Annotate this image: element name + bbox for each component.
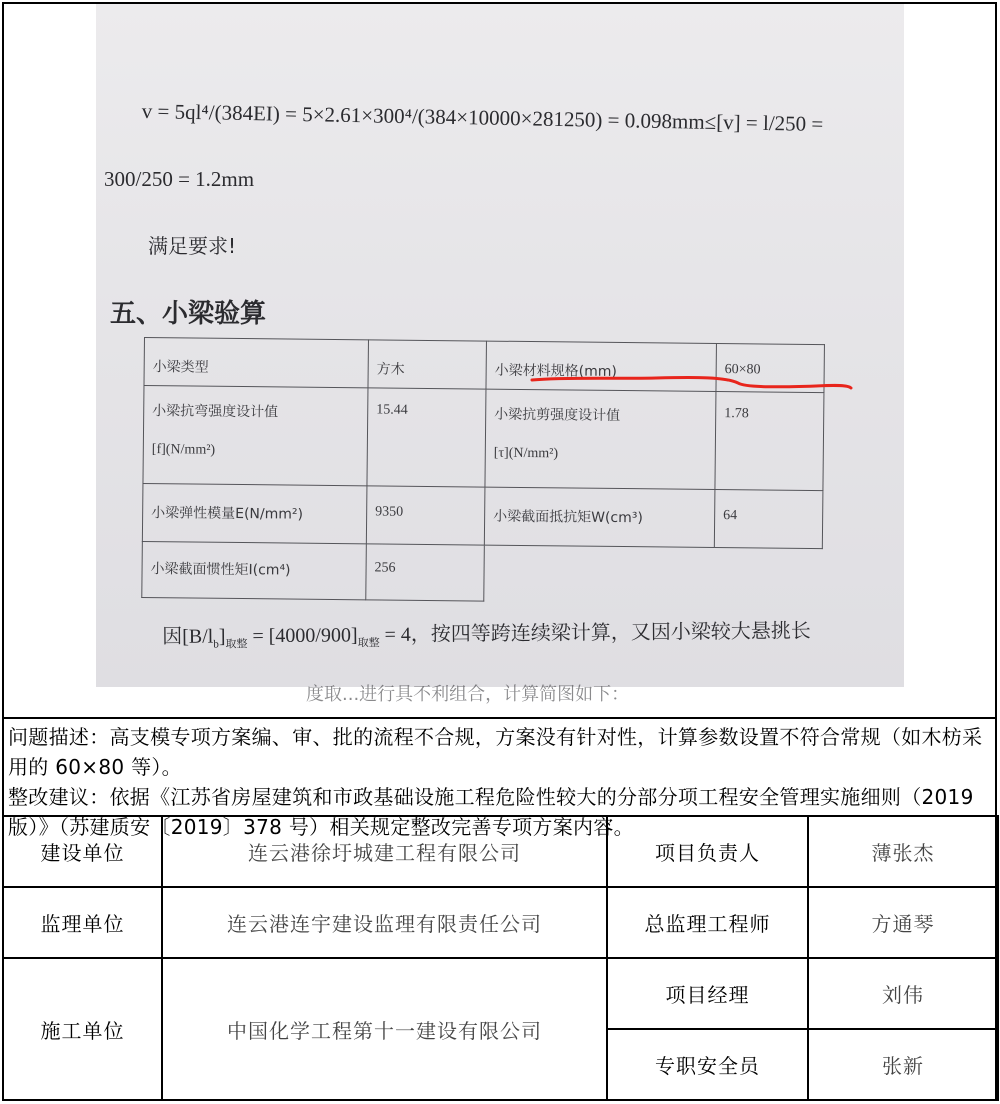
safety-officer-label: 专职安全员: [607, 1029, 808, 1100]
contractor-value: 中国化学工程第十一建设有限公司: [162, 958, 607, 1100]
problem-description: 问题描述：高支模专项方案编、审、批的流程不合规，方案没有针对性，计算参数设置不符合常规（如木枋采用的 60×80 等）。: [8, 725, 983, 779]
project-leader-value: 薄张杰: [808, 816, 998, 887]
empty-cell: [484, 545, 715, 603]
shear-strength-unit: [τ](N/mm²): [493, 445, 559, 462]
beam-parameter-table: [141, 337, 825, 605]
rectification-suggestion: 整改建议：依据《江苏省房屋建筑和市政基础设施工程危险性较大的分部分项工程安全管理实施细则（2019 版）》（苏建质安〔2019〕378 号）相关规定整改完善专项方案内容。: [8, 785, 974, 839]
bending-strength-unit: [f](N/mm²): [151, 442, 216, 458]
note-formula-d: = [4000/900]: [247, 624, 358, 648]
construction-unit-value: 连云港徐圩城建工程有限公司: [162, 816, 607, 887]
cut-off-text: 度取...进行具不利组合，计算简图如下：: [306, 684, 630, 705]
section-modulus-value: 64: [714, 489, 823, 548]
beam-spec-value: 60×80: [716, 343, 824, 392]
project-manager-label: 项目经理: [607, 958, 808, 1029]
supervision-unit-value: 连云港连宇建设监理有限责任公司: [162, 887, 607, 958]
chief-supervisor-value: 方通琴: [808, 887, 998, 958]
bending-strength-text: 小梁抗弯强度设计值: [152, 403, 279, 421]
safety-officer-value: 张新: [808, 1029, 998, 1100]
section-modulus-label: 小梁截面抵抗矩W(cm³): [484, 487, 715, 547]
table-row: [3, 958, 998, 1029]
span-calculation-note: [162, 614, 811, 652]
shear-strength-value: 1.78: [715, 391, 824, 490]
table-row: [143, 386, 824, 491]
note-formula-b: b: [213, 638, 219, 651]
elastic-modulus-value: 9350: [366, 486, 485, 545]
moment-inertia-value: 256: [366, 544, 485, 601]
deflection-formula-line1: v = 5ql⁴/(384EI) = 5×2.61×300⁴/(384×10000×281250) = 0.098mm≤[v] = l/250 =: [141, 99, 824, 137]
section-title: 五、小梁验算: [110, 299, 267, 329]
note-sub2: 取整: [357, 636, 380, 650]
bending-strength-label: [143, 386, 368, 486]
chief-supervisor-label: 总监理工程师: [607, 887, 808, 958]
supervision-unit-label: 监理单位: [3, 887, 162, 958]
note-formula-a: [B/l: [182, 625, 214, 648]
table-row: [142, 483, 823, 548]
deflection-formula-line2: 300/250 = 1.2mm: [104, 167, 255, 191]
beam-type-value: 方木: [368, 340, 486, 389]
shear-strength-label: [485, 389, 716, 489]
divider: [2, 717, 997, 719]
signoff-table: [2, 815, 999, 1101]
shear-strength-text: 小梁抗剪强度设计值: [494, 406, 621, 424]
note-formula-c: ]: [218, 625, 226, 648]
table-row: [3, 816, 998, 887]
moment-inertia-label: 小梁截面惯性矩I(cm⁴): [142, 541, 367, 599]
elastic-modulus-label: 小梁弹性模量E(N/mm²): [142, 483, 367, 543]
table-row: [144, 338, 824, 393]
project-leader-label: 项目负责人: [607, 816, 808, 887]
note-prefix: 因: [162, 623, 183, 648]
project-manager-value: 刘伟: [808, 958, 998, 1029]
table-row: [142, 541, 823, 604]
calculation-photo: [96, 4, 904, 705]
note-formula-e: = 4，: [379, 623, 431, 647]
beam-spec-label: 小梁材料规格(mm): [486, 341, 716, 391]
contractor-label: 施工单位: [3, 958, 162, 1100]
note-sub1: 取整: [225, 637, 248, 651]
bending-strength-value: 15.44: [367, 388, 486, 487]
construction-unit-label: 建设单位: [3, 816, 162, 887]
table-row: [3, 887, 998, 958]
beam-type-label: 小梁类型: [144, 338, 368, 388]
satisfied-text: 满足要求!: [148, 234, 237, 258]
empty-cell: [714, 547, 823, 604]
note-text: 按四等跨连续梁计算，又因小梁较大悬挑长: [430, 618, 811, 646]
